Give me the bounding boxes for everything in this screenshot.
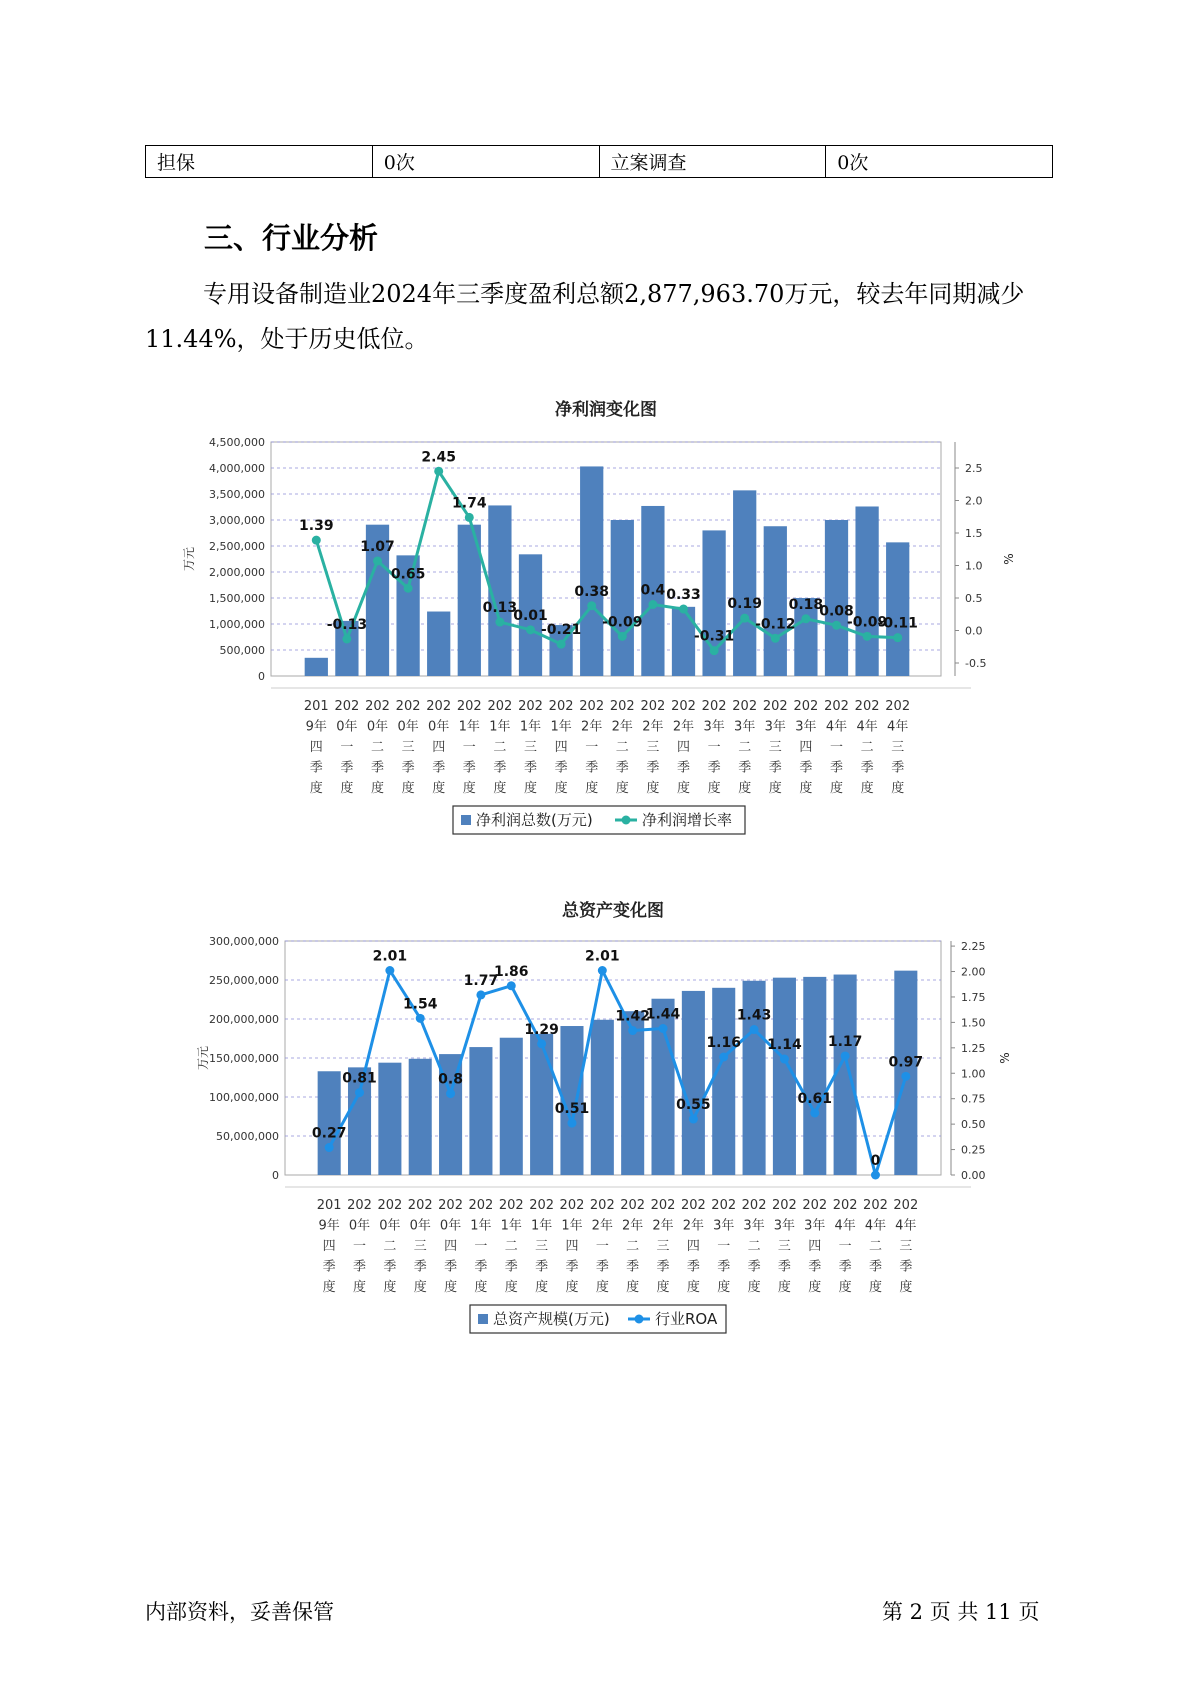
line-point: [312, 536, 321, 545]
x-tick-label: 202 0年一季度: [334, 699, 360, 796]
bar: [803, 977, 826, 1175]
line-point: [780, 1055, 789, 1064]
x-tick-label: 202 1年四季度: [559, 1198, 585, 1295]
x-tick-label: 202 0年四季度: [426, 699, 452, 796]
y-tick-label: 4,000,000: [209, 462, 265, 475]
footer-note: 内部资料，妥善保管: [145, 1600, 334, 1624]
x-tick-label: 202 4年二季度: [854, 699, 880, 796]
bar: [621, 1011, 644, 1175]
x-tick-label: 202 1年二季度: [498, 1198, 524, 1295]
chart-title: 净利润变化图: [555, 400, 657, 420]
bar: [825, 520, 848, 676]
y2-tick-label: 2.0: [965, 494, 983, 508]
x-tick-label: 202 1年三季度: [529, 1198, 555, 1295]
line-point: [810, 1108, 819, 1117]
x-tick-label: 201 9年四季度: [303, 699, 329, 796]
y-tick-label: 0: [272, 1169, 279, 1182]
bar: [469, 1047, 492, 1175]
bar: [855, 506, 878, 676]
bar: [886, 542, 909, 676]
data-label: 1.43: [736, 1007, 772, 1024]
y-tick-label: 300,000,000: [209, 935, 279, 948]
line-point: [567, 1119, 576, 1128]
x-tick-label: 202 4年三季度: [885, 699, 911, 796]
line-point: [373, 556, 382, 565]
legend-label: 总资产规模(万元): [493, 1310, 610, 1328]
y2-axis-title: %: [998, 1052, 1012, 1064]
y-tick-label: 50,000,000: [216, 1130, 279, 1143]
y2-tick-label: 0.5: [965, 592, 983, 605]
line-point: [771, 634, 780, 643]
data-label: 1.74: [452, 495, 487, 512]
y-axis-title: 万元: [182, 546, 196, 572]
line-point: [871, 1171, 880, 1180]
line-point: [719, 1052, 728, 1061]
data-label: 0.01: [513, 607, 548, 624]
y2-tick-label: 2.00: [961, 965, 986, 979]
legend-swatch-point: [622, 816, 631, 825]
y-tick-label: 250,000,000: [209, 974, 279, 987]
data-label: -0.09: [602, 614, 643, 631]
x-tick-label: 202 4年一季度: [832, 1198, 858, 1295]
legend: [470, 1305, 726, 1333]
y-tick-label: 200,000,000: [209, 1013, 279, 1026]
line-point: [679, 605, 688, 614]
data-label: -0.21: [540, 622, 582, 639]
y-tick-label: 1,500,000: [209, 592, 265, 605]
bar: [834, 975, 857, 1175]
section-paragraph: 专用设备制造业2024年三季度盈利总额2,877,963.70万元，较去年同期减少11.44%，处于历史低位。: [145, 280, 1025, 353]
bar: [591, 1020, 614, 1175]
legend: [453, 806, 745, 834]
x-tick-label: 202 3年一季度: [711, 1198, 737, 1295]
x-tick-label: 202 3年四季度: [793, 699, 819, 796]
line-point: [901, 1072, 910, 1081]
data-label: 0.19: [727, 596, 762, 613]
x-tick-label: 202 1年一季度: [468, 1198, 494, 1295]
x-tick-label: 202 1年四季度: [548, 699, 574, 796]
y-tick-label: 100,000,000: [209, 1091, 279, 1104]
y-tick-label: 3,000,000: [209, 514, 265, 527]
data-label: 1.44: [645, 1006, 681, 1023]
x-tick-label: 202 2年二季度: [609, 699, 635, 796]
x-tick-label: 202 3年一季度: [701, 699, 727, 796]
x-tick-label: 202 3年二季度: [741, 1198, 767, 1295]
line-point: [465, 513, 474, 522]
data-label: 0.81: [342, 1070, 377, 1087]
line-point: [507, 981, 516, 990]
x-tick-label: 202 2年一季度: [579, 699, 605, 796]
y-tick-label: 3,500,000: [209, 488, 265, 501]
data-label: -0.09: [846, 614, 888, 631]
bar: [500, 1038, 523, 1175]
x-tick-label: 202 3年三季度: [772, 1198, 797, 1295]
data-label: -0.13: [326, 616, 368, 633]
table-row: [146, 146, 1053, 178]
section-heading: 三、行业分析: [204, 221, 379, 255]
x-tick-label: 202 3年三季度: [762, 699, 788, 796]
x-tick-label: 202 0年三季度: [407, 1198, 433, 1295]
x-tick-label: 202 0年一季度: [347, 1198, 372, 1295]
line-point: [710, 646, 719, 655]
data-label: -0.12: [755, 616, 796, 633]
x-tick-label: 202 1年一季度: [456, 699, 482, 796]
y-tick-label: 0: [258, 670, 265, 683]
line-point: [628, 1026, 637, 1035]
legend-swatch-bar: [478, 1314, 488, 1324]
table-cell: 立案调查: [599, 146, 826, 178]
bar: [427, 612, 450, 676]
legend-swatch-point: [635, 1315, 644, 1324]
line-point: [841, 1051, 850, 1060]
y-tick-label: 4,500,000: [209, 436, 265, 449]
line-point: [537, 1039, 546, 1048]
bar: [712, 988, 735, 1175]
data-label: 0.97: [888, 1054, 924, 1071]
line-point: [618, 632, 627, 641]
y-axis-title: 万元: [196, 1045, 210, 1071]
bar: [530, 1034, 553, 1175]
line-point: [416, 1014, 425, 1023]
x-tick-label: 202 1年三季度: [518, 699, 543, 796]
bar: [682, 991, 705, 1175]
data-label: 0: [870, 1153, 881, 1169]
bar: [318, 1071, 341, 1175]
data-label: -0.31: [693, 628, 735, 645]
data-label: 2.01: [372, 948, 408, 965]
data-label: 0.4: [640, 582, 666, 599]
bar: [611, 520, 634, 676]
line-point: [446, 1089, 455, 1098]
line-point: [476, 990, 485, 999]
legend-swatch-bar: [461, 815, 471, 825]
x-tick-label: 202 0年二季度: [365, 699, 390, 796]
line-point: [557, 640, 566, 649]
line-point: [863, 632, 872, 641]
data-label: 1.39: [299, 518, 334, 535]
bar: [580, 466, 603, 676]
x-tick-label: 202 4年一季度: [824, 699, 849, 796]
line-point: [648, 600, 657, 609]
y2-axis-title: %: [1002, 553, 1016, 565]
line-point: [598, 966, 607, 975]
data-label: 1.77: [463, 972, 499, 989]
x-tick-label: 202 0年四季度: [438, 1198, 463, 1295]
x-tick-label: 202 3年二季度: [732, 699, 758, 796]
line-point: [740, 614, 749, 623]
x-tick-label: 202 2年四季度: [680, 1198, 706, 1295]
y-tick-label: 2,500,000: [209, 540, 265, 553]
line-point: [526, 625, 535, 634]
line-point: [689, 1115, 698, 1124]
y2-tick-label: 0.0: [965, 624, 983, 638]
y-tick-label: 2,000,000: [209, 566, 265, 579]
data-label: 0.55: [676, 1097, 711, 1114]
data-label: 2.01: [585, 948, 620, 965]
data-label: 1.54: [402, 996, 438, 1013]
data-label: 0.27: [311, 1125, 347, 1142]
data-label: 2.45: [421, 449, 456, 466]
data-label: 1.42: [615, 1008, 650, 1025]
page-number: 第 2 页 共 11 页: [882, 1600, 1040, 1624]
data-label: 0.13: [482, 600, 518, 617]
data-label: 0.51: [554, 1101, 590, 1118]
line-point: [893, 633, 902, 642]
data-label: 0.65: [390, 566, 426, 583]
x-tick-label: 202 0年二季度: [377, 1198, 403, 1295]
x-tick-label: 202 2年三季度: [650, 1198, 676, 1295]
data-label: 1.29: [524, 1021, 559, 1038]
legend-label: 净利润总数(万元): [476, 811, 593, 829]
y-tick-label: 150,000,000: [209, 1052, 279, 1065]
legend-label: 净利润增长率: [642, 811, 733, 829]
x-tick-label: 202 2年三季度: [640, 699, 666, 796]
x-tick-label: 202 4年三季度: [893, 1198, 919, 1295]
line-point: [342, 634, 351, 643]
x-tick-label: 202 2年一季度: [589, 1198, 615, 1295]
line-point: [587, 601, 596, 610]
line-point: [659, 1024, 668, 1033]
line-point: [495, 618, 504, 627]
y2-tick-label: 1.5: [965, 527, 983, 540]
bar: [672, 607, 695, 676]
data-label: 1.14: [767, 1037, 802, 1054]
data-label: 0.18: [788, 596, 824, 613]
chart-title: 总资产变化图: [562, 901, 664, 921]
x-tick-label: 202 1年二季度: [487, 699, 513, 796]
net-profit-chart: [0, 385, 1191, 845]
y-tick-label: 1,000,000: [209, 618, 265, 631]
line-point: [801, 614, 810, 623]
data-label: 0.33: [666, 587, 701, 604]
y2-tick-label: 0.00: [961, 1169, 986, 1182]
data-label: 0.61: [797, 1090, 833, 1107]
y2-tick-label: 2.5: [965, 462, 983, 475]
table-cell: 0次: [372, 146, 599, 178]
line-point: [750, 1025, 759, 1034]
y2-tick-label: 0.75: [961, 1092, 986, 1106]
line-point: [434, 467, 443, 476]
y2-tick-label: 1.0: [965, 559, 983, 573]
data-label: -0.11: [877, 615, 918, 632]
y2-tick-label: 1.75: [961, 990, 986, 1004]
x-tick-label: 202 3年四季度: [802, 1198, 828, 1295]
y2-tick-label: 2.25: [961, 940, 986, 954]
x-tick-label: 202 2年二季度: [620, 1198, 646, 1295]
data-label: 1.16: [706, 1034, 741, 1051]
bar: [378, 1063, 401, 1175]
data-label: 1.07: [360, 538, 395, 555]
x-tick-label: 202 2年四季度: [671, 699, 696, 796]
y2-tick-label: 0.50: [961, 1118, 986, 1132]
info-table: [145, 145, 1053, 178]
x-tick-label: 201 9年四季度: [316, 1198, 342, 1295]
line-point: [404, 584, 413, 593]
bar: [764, 526, 787, 676]
data-label: 0.8: [438, 1071, 463, 1088]
line-point: [832, 621, 841, 630]
y2-tick-label: 1.25: [961, 1041, 986, 1055]
bar: [305, 658, 328, 676]
x-tick-label: 202 0年三季度: [395, 699, 421, 796]
data-label: 0.38: [574, 583, 609, 600]
line-point: [355, 1088, 364, 1097]
data-label: 1.86: [494, 963, 529, 980]
table-cell: 0次: [826, 146, 1053, 178]
bar: [409, 1059, 432, 1175]
table-cell: 担保: [146, 146, 373, 178]
y2-tick-label: 0.25: [961, 1143, 986, 1157]
legend-label: 行业ROA: [655, 1310, 718, 1328]
bar: [733, 490, 756, 676]
total-assets-chart: [0, 886, 1191, 1346]
line-point: [385, 966, 394, 975]
x-tick-label: 202 4年二季度: [863, 1198, 888, 1295]
data-label: 1.17: [827, 1033, 863, 1050]
line-point: [325, 1143, 334, 1152]
y2-tick-label: -0.5: [965, 657, 987, 670]
y-tick-label: 500,000: [219, 644, 265, 657]
data-label: 0.08: [819, 603, 854, 620]
y2-tick-label: 1.00: [961, 1067, 986, 1081]
y2-tick-label: 1.50: [961, 1016, 986, 1030]
